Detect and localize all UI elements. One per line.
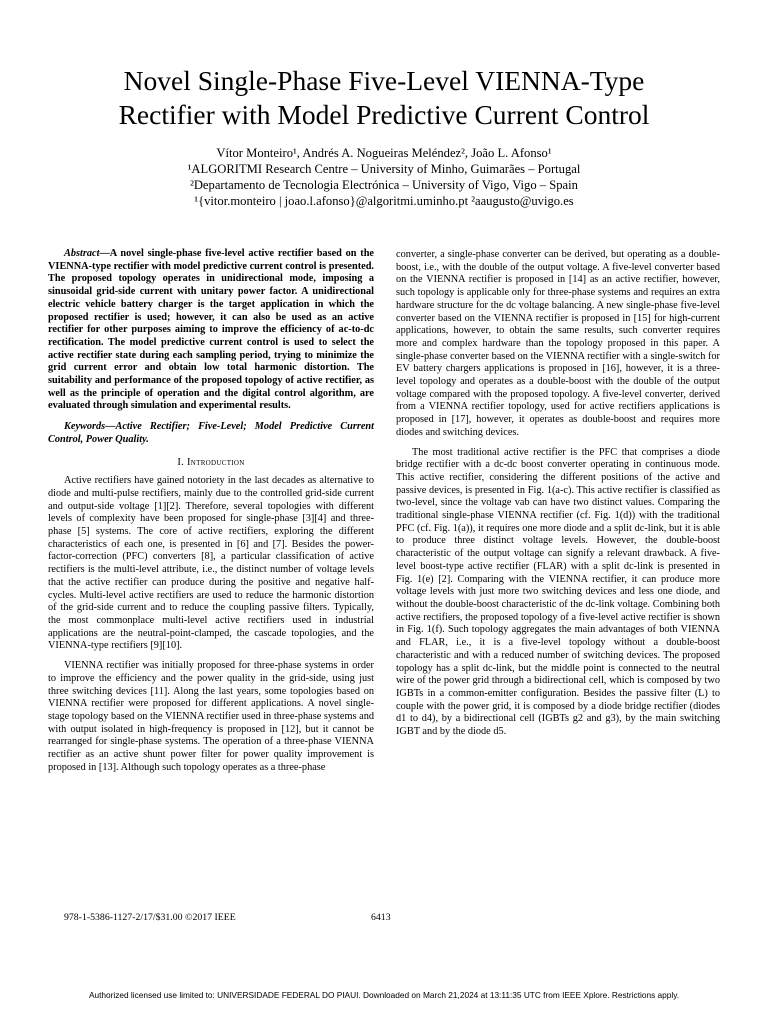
keywords: Keywords—Active Rectifier; Five-Level; Model Predictive Current Control, Power Quality. [48,421,374,445]
paper-title-line1: Novel Single-Phase Five-Level VIENNA-Type [123,65,645,96]
paper-title-line2: Rectifier with Model Predictive Current Control [118,99,650,130]
abstract-body: —A novel single-phase five-level active rectifier based on the VIENNA-type rectifier with model predictive current control is presented. The proposed topology operates in unidirectional mode, imposing a sinusoidal grid-side current with unitary power factor. A unidirectional electric vehicle battery charger is the target application in which the proposed rectifier is used; however, it can also be used as an active rectifier for other purposes aiming to improve the efficiency of ac-to-dc rectification. The model predictive current control is used to select the active rectifier state during each sampling period, trying to minimize the grid current error and obtain low total harmonic distortion. The suitability and performance of the proposed topology of active rectifier, as well as the principle of operation and the digital control algorithm, are evaluated through simulation and experimental results. [48,248,374,412]
footer-page-number: 6413 [371,912,391,923]
paragraph-intro-3: converter, a single-phase converter can be derived, but operating as a double-boost, i.e., with the double of the output voltage. A five-level converter based on the VIENNA rectifier is proposed in [14] as an active rectifier, however, such topology is applicable only for three-phase systems and requires an extra hardware structure for the dc voltage balancing. A new single-phase five-level converter based on the VIENNA rectifier is proposed in [15] for high-current applications, however, to obtain the same results, such converter requires more and complex hardware than the topology proposed in this paper. A single-phase converter based on the VIENNA rectifier with a single-switch for EV battery chargers applications is proposed in [16], however, it is a three-level topology and operates as a double-boost with the double of the output voltage compared with the proposed topology. A five-level converter, derived from a VIENNA rectifier topology, used for active rectifiers applications is proposed in [17], however, it operates as double-boost and requires more diodes and switching devices. [396,249,720,438]
author-emails: ¹{vitor.monteiro | joao.l.afonso}@algoritmi.uminho.pt ²aaugusto@uvigo.es [194,194,574,208]
section-heading-introduction: I. Introduction [177,456,245,468]
affiliation-1: ¹ALGORITMI Research Centre – University of Minho, Guimarães – Portugal [187,162,581,176]
license-notice: Authorized licensed use limited to: UNIVERSIDADE FEDERAL DO PIAUI. Downloaded on March 21,2024 at 13:11:35 UTC from IEEE Xplore. Restrictions apply. [88,990,680,1000]
author-block [0,145,768,209]
right-column [396,249,720,739]
author-names: Vítor Monteiro¹, Andrés A. Nogueiras Meléndez², João L. Afonso¹ [216,146,552,160]
abstract-lead: Abstract [64,248,100,259]
paragraph-intro-4: The most traditional active rectifier is the PFC that comprises a diode bridge rectifier with a dc-dc boost converter operating in continuous mode. This active rectifier, considering the different positions of the active and passive devices, is presented in Fig. 1(a-c). This active rectifier is classified as two-level, since the voltage vab can have two distinct values. Comparing the traditional single-phase VIENNA rectifier (cf. Fig. 1(d)) with the traditional PFC (cf. Fig. 1(a)), it requires one more diode and a split dc-link, but it is able to produce three distinct voltage levels. However, the double-boost characteristic of the output voltage can signify a relevant drawback. A five-level boost-type active rectifier (FLAR) with a split dc-link is presented in Fig. 1(e) [2]. Comparing with the VIENNA rectifier, it can produce more voltage levels with just more two switching devices and less one diode, and without the double-boost characteristic of the dc-link voltage. Combining both active rectifiers, the proposed topology of a five-level active rectifier is shown in Fig. 1(f). Such topology aggregates the main advantages of both VIENNA and FLAR, i.e., it is a five-level topology without a double-boost characteristic and with a reduced number of switching devices. The proposed topology has a split dc-link, but the middle point is connected to the neutral wire of the power grid through a bidirectional cell, which is composed by two IGBTs in a common-emitter configuration. Besides the passive filter (L) to couple with the power grid, it is composed by a diode bridge rectifier (diodes d1 to d4), by a bidirectional cell (IGBTs g2 and g3), by the main switching IGBT and by the diode d5. [396,446,720,738]
affiliation-2: ²Departamento de Tecnologia Electrónica – University of Vigo, Vigo – Spain [190,178,578,192]
paragraph-intro-2: VIENNA rectifier was initially proposed for three-phase systems in order to improve the efficiency and the power quality in the grid-side, using just three switching devices [11]. Along the last years, some topologies based on VIENNA rectifier were proposed for different applications. A novel single-stage topology based on the VIENNA rectifier used in three-phase systems and with output isolated in high-frequency is proposed in [12], but it cannot be rearranged for single-phase systems. The operation of a three-phase VIENNA rectifier as an active shunt power filter for power quality improvement is proposed in [13]. Although such topology operates as a three-phase [48,660,374,773]
paragraph-intro-1: Active rectifiers have gained notoriety in the last decades as alternative to diode and multi-pulse rectifiers, mainly due to the controlled grid-side current and output-side voltage [1][2]. Therefore, several topologies with different levels of complexity have been proposed for single-phase [3][4] and three-phase [5] systems. The core of active rectifiers, exploring the different characteristics of each one, is presented in [6] and [7]. Besides the power-factor-correction (PFC) converters [8], a particular classification of active rectifiers is the multi-level attribute, i.e., the distinct number of voltage levels that the active rectifier can produce during the positive and negative half-cycles. Multi-level active rectifiers are used to reduce the harmonic distortion of the grid-side current and to reduce the coupling passive filters. Typically, the most commonplace multi-level active rectifiers used in industrial applications are the neutral-point-clamped, the cascade topologies, and the VIENNA-type rectifiers [9][10]. [48,475,374,652]
paper-title [0,64,768,132]
footer-isbn: 978-1-5386-1127-2/17/$31.00 ©2017 IEEE [64,912,236,923]
abstract [48,248,374,413]
left-column [48,248,374,774]
